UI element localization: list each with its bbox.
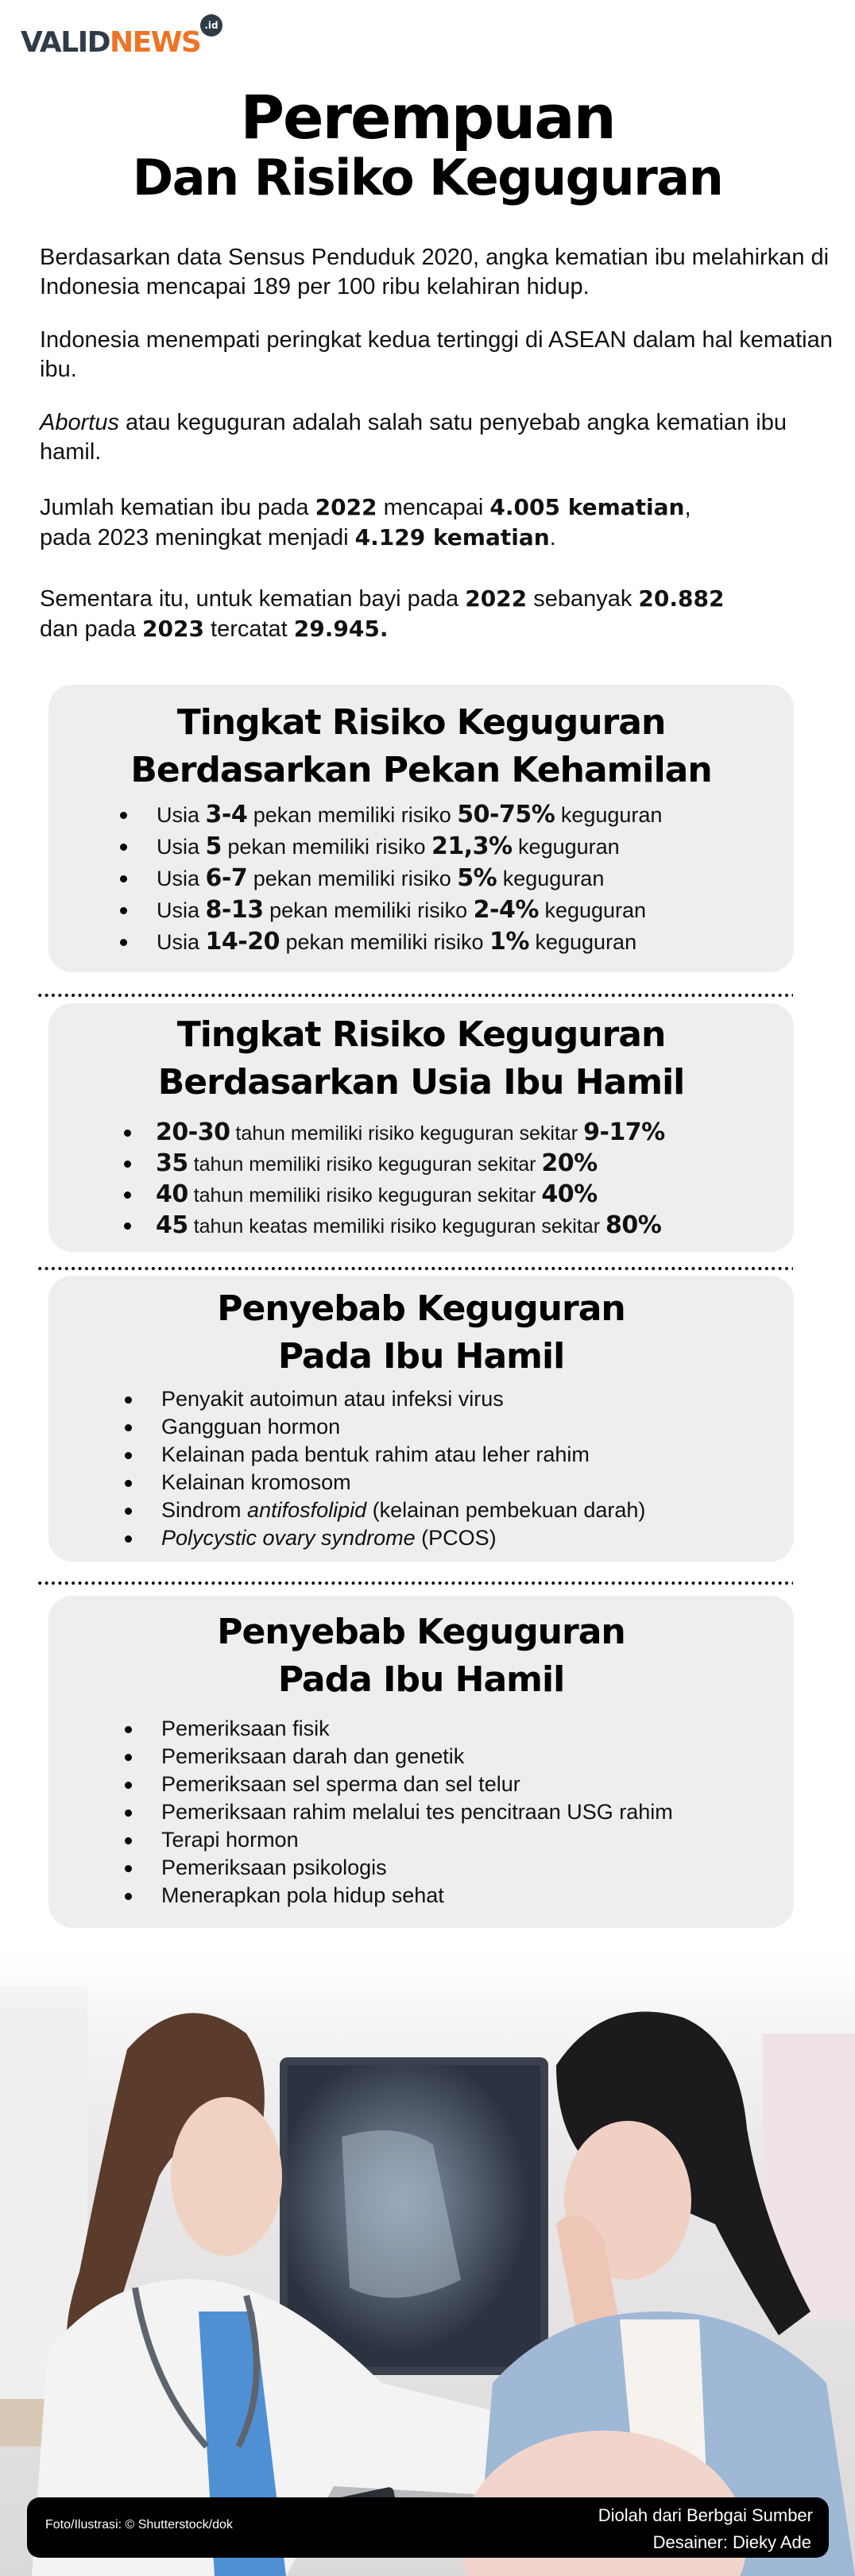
text: (PCOS) <box>415 1526 497 1550</box>
logo-text-news: NEWS <box>110 26 201 59</box>
bullet-icon <box>125 1480 132 1487</box>
dotted-divider <box>37 1582 793 1585</box>
age-value: 45 <box>156 1211 188 1239</box>
list-item <box>157 831 794 863</box>
bullet-icon <box>120 875 127 882</box>
card-title-line2: Berdasarkan Pekan Kehamilan <box>130 750 712 790</box>
card-title-line2: Pada Ibu Hamil <box>277 1336 565 1377</box>
card-risk-by-mother-age <box>48 1003 794 1252</box>
bullet-icon <box>120 939 127 946</box>
bullet-icon <box>125 1865 132 1872</box>
list-item <box>156 1211 794 1242</box>
infant-deaths-2022: 20.882 <box>638 585 725 612</box>
text: pekan memiliki risiko <box>247 803 458 827</box>
age-value: 35 <box>156 1149 188 1177</box>
week-value: 8-13 <box>205 896 264 924</box>
list-item <box>156 1118 794 1149</box>
hero-photo-doctor-patient <box>0 1938 855 2576</box>
card-title <box>48 685 794 794</box>
card-title <box>48 1596 794 1704</box>
bullet-icon <box>125 1452 132 1459</box>
card-title-line1: Tingkat Risiko Keguguran <box>176 1014 666 1055</box>
bullet-icon <box>120 907 127 914</box>
text: . <box>549 525 556 550</box>
card-title-line2: Pada Ibu Hamil <box>277 1659 565 1700</box>
intro-paragraph-maternal-deaths <box>40 492 834 553</box>
week-value: 14-20 <box>205 928 280 956</box>
logo-text-valid: VALID <box>21 26 110 59</box>
handling-list <box>48 1715 794 1910</box>
text: Usia <box>157 803 206 827</box>
logo-badge-id: .id <box>200 14 222 37</box>
photo-illustration <box>0 1938 855 2576</box>
text: keguguran <box>497 867 605 890</box>
text: Kelainan kromosom <box>161 1470 351 1494</box>
bullet-icon <box>124 1161 131 1168</box>
risk-value: 5% <box>457 864 497 892</box>
intro-paragraph-abortus <box>40 408 834 467</box>
bullet-icon <box>125 1893 132 1900</box>
text: Terapi hormon <box>161 1828 299 1852</box>
list-item <box>156 1180 794 1211</box>
bullet-icon <box>125 1508 132 1515</box>
text: Sindrom <box>161 1498 248 1522</box>
intro-paragraph-census: Berdasarkan data Sensus Penduduk 2020, angka kematian ibu melahirkan di Indonesia mencapai 189 per 100 ribu kelahiran hidup. <box>40 245 830 299</box>
text: , <box>684 495 691 520</box>
causes-list <box>48 1385 794 1552</box>
text: Usia <box>157 835 206 859</box>
list-item <box>157 926 794 958</box>
risk-value: 9-17% <box>583 1118 665 1146</box>
abortus-italic: Abortus <box>40 410 119 435</box>
list-item <box>156 1149 794 1180</box>
text: Pemeriksaan fisik <box>161 1717 330 1740</box>
card-miscarriage-causes <box>48 1276 794 1562</box>
list-item <box>161 1385 794 1413</box>
list-item <box>161 1469 794 1497</box>
text: tahun memiliki risiko keguguran sekitar <box>230 1122 584 1145</box>
abortus-text: atau keguguran adalah salah satu penyebab angka kematian ibu hamil. <box>40 410 787 465</box>
text: pekan memiliki risiko <box>221 835 431 859</box>
bullet-icon <box>125 1535 132 1543</box>
text: keguguran <box>512 835 620 859</box>
bullet-icon <box>124 1191 131 1199</box>
risk-value: 40% <box>541 1180 598 1208</box>
text: tahun keatas memiliki risiko keguguran sekitar <box>188 1215 605 1238</box>
text: Sementara itu, untuk kematian bayi pada <box>40 586 466 612</box>
list-item <box>157 863 794 894</box>
text: pekan memiliki risiko <box>263 898 474 922</box>
deaths-2023: 4.129 kematian <box>354 524 550 550</box>
card-title-line1: Tingkat Risiko Keguguran <box>176 702 666 743</box>
card-title-line1: Penyebab Keguguran <box>217 1288 625 1329</box>
bullet-icon <box>120 844 127 851</box>
list-item <box>161 1882 794 1910</box>
text: Jumlah kematian ibu pada <box>40 495 315 520</box>
text: Pemeriksaan psikologis <box>161 1856 387 1879</box>
risk-value: 2-4% <box>473 896 539 924</box>
bullet-icon <box>125 1782 132 1789</box>
week-value: 3-4 <box>205 801 248 828</box>
designer-credit: Desainer: Dieky Ade <box>652 2532 811 2552</box>
text: sebanyak <box>527 586 639 612</box>
text: Usia <box>157 867 206 890</box>
age-value: 20-30 <box>156 1118 230 1146</box>
text: tahun memiliki risiko keguguran sekitar <box>188 1184 542 1207</box>
bullet-icon <box>124 1222 131 1230</box>
list-item <box>161 1798 794 1826</box>
card-title-line1: Penyebab Keguguran <box>217 1612 625 1652</box>
list-item <box>161 1441 794 1469</box>
page-title-line2: Dan Risiko Keguguran <box>132 149 723 207</box>
source-note: Diolah dari Berbgai Sumber <box>598 2505 813 2525</box>
text: Penyakit autoimun atau infeksi virus <box>161 1387 504 1411</box>
text: keguguran <box>538 898 647 922</box>
list-item <box>157 799 794 831</box>
list-item <box>161 1497 794 1524</box>
bullet-icon <box>120 812 127 819</box>
list-item <box>161 1524 794 1552</box>
text: Pemeriksaan rahim melalui tes pencitraan USG rahim <box>161 1800 673 1824</box>
credits-bar <box>27 2497 829 2558</box>
text: mencapai <box>377 495 490 520</box>
intro-paragraph-asean: Indonesia menempati peringkat kedua tertinggi di ASEAN dalam hal kematian ibu. <box>40 327 833 382</box>
risk-value: 50-75% <box>457 801 555 828</box>
validnews-logo[interactable] <box>21 17 219 59</box>
text: pekan memiliki risiko <box>247 867 458 890</box>
text: (kelainan pembekuan darah) <box>366 1498 646 1522</box>
text: Gangguan hormon <box>161 1415 341 1439</box>
year-2022: 2022 <box>465 585 528 612</box>
list-item <box>157 894 794 926</box>
italic-term: antifosfolipid <box>247 1498 367 1522</box>
text: Usia <box>157 898 206 922</box>
risk-by-week-list <box>48 799 794 958</box>
list-item <box>161 1826 794 1854</box>
text: tahun memiliki risiko keguguran sekitar <box>188 1153 542 1176</box>
card-title <box>48 1276 794 1381</box>
italic-term: Polycystic ovary syndrome <box>161 1526 416 1550</box>
bullet-icon <box>125 1754 132 1761</box>
list-item <box>161 1413 794 1441</box>
text: keguguran <box>555 803 663 827</box>
dotted-divider <box>37 994 793 997</box>
card-title <box>48 1003 794 1106</box>
deaths-2022: 4.005 kematian <box>489 494 685 520</box>
year-2022: 2022 <box>315 494 377 520</box>
text: pada 2023 meningkat menjadi <box>40 525 355 550</box>
text: keguguran <box>528 930 637 954</box>
risk-value: 21,3% <box>431 832 513 860</box>
text: Kelainan pada bentuk rahim atau leher rahim <box>161 1442 590 1466</box>
bullet-icon <box>124 1130 131 1137</box>
text: Pemeriksaan sel sperma dan sel telur <box>161 1772 520 1796</box>
list-item <box>161 1743 794 1771</box>
card-title-line2: Berdasarkan Usia Ibu Hamil <box>157 1062 685 1103</box>
page-title-line1: Perempuan <box>240 82 615 153</box>
age-value: 40 <box>156 1180 188 1208</box>
list-item <box>161 1771 794 1798</box>
week-value: 5 <box>205 832 222 860</box>
text: Menerapkan pola hidup sehat <box>161 1883 444 1907</box>
bullet-icon <box>125 1837 132 1844</box>
risk-value: 80% <box>605 1211 662 1239</box>
text: Usia <box>157 930 206 954</box>
intro-paragraph-infant-deaths <box>40 584 834 644</box>
bullet-icon <box>125 1726 132 1733</box>
card-risk-by-week <box>48 685 794 972</box>
photo-credit: Foto/Ilustrasi: © Shutterstock/dok <box>45 2518 233 2532</box>
risk-value: 1% <box>489 928 529 956</box>
bullet-icon <box>125 1809 132 1817</box>
bullet-icon <box>125 1396 132 1404</box>
text: pekan memiliki risiko <box>279 930 490 954</box>
text: tercatat <box>203 616 294 642</box>
year-2023: 2023 <box>142 616 204 642</box>
week-value: 6-7 <box>205 864 248 892</box>
dotted-divider <box>37 1267 793 1270</box>
list-item <box>161 1854 794 1882</box>
risk-by-age-list <box>48 1118 794 1242</box>
risk-value: 20% <box>541 1149 598 1177</box>
card-miscarriage-handling <box>48 1596 794 1928</box>
text: Pemeriksaan darah dan genetik <box>161 1744 465 1768</box>
bullet-icon <box>125 1424 132 1431</box>
text: dan pada <box>40 616 143 642</box>
infant-deaths-2023: 29.945. <box>293 616 389 642</box>
list-item <box>161 1715 794 1743</box>
